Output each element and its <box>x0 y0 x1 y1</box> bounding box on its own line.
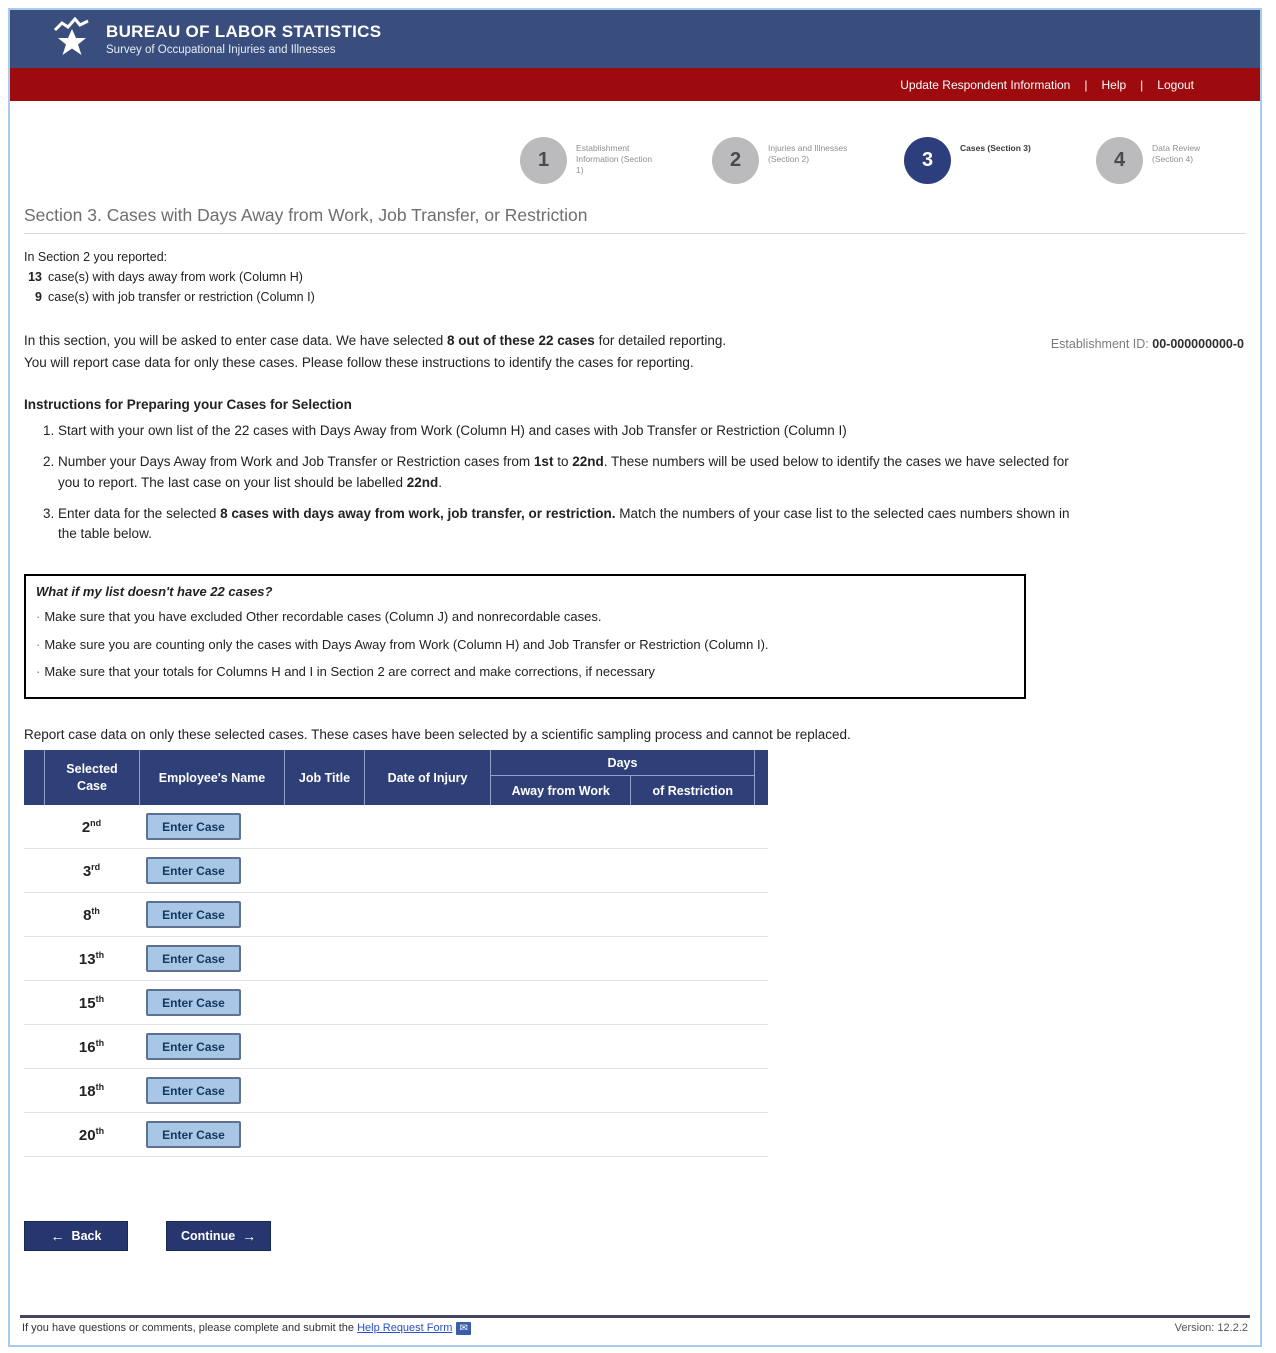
step-4-circle: 4 <box>1096 137 1143 184</box>
selected-case-ordinal: 15th <box>78 993 105 1012</box>
footer-text: If you have questions or comments, please complete and submit the <box>22 1322 358 1334</box>
table-row <box>24 937 768 981</box>
version-label: Version: 12.2.2 <box>1174 1322 1248 1334</box>
enter-case-button[interactable]: Enter Case <box>146 813 241 840</box>
establishment-id <box>1051 337 1244 351</box>
intro-text: for detailed reporting. <box>594 333 727 348</box>
page-container <box>8 8 1262 1347</box>
instruction-3-bold: 8 cases with days away from work, job transfer, or restriction. <box>220 505 616 521</box>
continue-button[interactable] <box>166 1221 271 1251</box>
step-data-review[interactable] <box>1096 137 1246 199</box>
footer-help-text <box>22 1322 471 1335</box>
page-title: Section 3. Cases with Days Away from Work, Job Transfer, or Restriction <box>24 205 1246 234</box>
instructions-heading: Instructions for Preparing your Cases for Selection <box>24 397 352 413</box>
selected-case-ordinal: 18th <box>78 1081 105 1100</box>
selected-case-ordinal: 16th <box>78 1037 105 1056</box>
step-cases-current[interactable] <box>904 137 1054 199</box>
back-arrow-icon: ← <box>50 1228 65 1244</box>
header-spacer-right <box>754 750 768 805</box>
step-1-label: Establishment Information (Section 1) <box>576 143 653 176</box>
brand-text <box>106 22 381 56</box>
step-injuries-illnesses[interactable] <box>712 137 862 199</box>
logout-link[interactable]: Logout <box>1157 77 1194 92</box>
faq-bullet: · Make sure that your totals for Columns H and I in Section 2 are correct and make corrections, if necessary <box>36 663 1012 681</box>
enter-case-button[interactable]: Enter Case <box>146 945 241 972</box>
selected-case-ordinal: 3rd <box>82 861 101 880</box>
nav-divider: | <box>1084 77 1088 92</box>
header-job-title: Job Title <box>284 750 364 805</box>
instruction-2-bold: 22nd <box>406 474 439 490</box>
instruction-item-1 <box>58 421 1088 441</box>
instruction-2-bold: 1st <box>533 454 554 470</box>
reported-count-days-away <box>24 270 1246 284</box>
table-row <box>24 1113 768 1157</box>
enter-case-button[interactable]: Enter Case <box>146 1121 241 1148</box>
enter-case-button[interactable]: Enter Case <box>146 901 241 928</box>
table-row <box>24 893 768 937</box>
step-2-circle: 2 <box>712 137 759 184</box>
top-nav <box>10 68 1260 101</box>
instruction-3-text: Enter data for the selected <box>58 505 221 521</box>
establishment-id-label: Establishment ID: <box>1050 337 1153 351</box>
header-selected-case <box>44 750 139 805</box>
help-link[interactable]: Help <box>1101 77 1127 92</box>
step-4-label: Data Review (Section 4) <box>1152 143 1201 165</box>
faq-bullet: · Make sure that you have excluded Other recordable cases (Column J) and nonrecordable cases. <box>36 608 1012 626</box>
instruction-3-text: Match the numbers of your case list to the selected caes numbers shown in the table below. <box>58 505 1070 542</box>
instruction-2-text: . <box>438 474 442 490</box>
back-button[interactable] <box>24 1221 128 1251</box>
selected-case-ordinal: 2nd <box>81 817 102 836</box>
header-days: Days <box>491 750 754 776</box>
step-3-label: Cases (Section 3) <box>960 143 1031 153</box>
reported-count-transfer <box>24 290 1246 304</box>
selected-case-ordinal: 20th <box>78 1125 105 1144</box>
instruction-item-2 <box>58 452 1088 493</box>
establishment-id-value: 00-000000000-0 <box>1152 337 1244 351</box>
step-1-circle: 1 <box>520 137 567 184</box>
enter-case-button[interactable]: Enter Case <box>146 1033 241 1060</box>
cases-table <box>24 750 768 1157</box>
selected-case-ordinal: 8th <box>83 905 100 924</box>
help-request-form-link[interactable]: Help Request Form <box>357 1322 453 1334</box>
faq-bullet-list <box>36 608 1012 681</box>
table-row <box>24 1069 768 1113</box>
count-transfer-text: case(s) with job transfer or restriction (Column I) <box>48 290 315 304</box>
main-content <box>10 205 1260 1251</box>
intro-text: In this section, you will be asked to enter case data. We have selected <box>24 333 447 348</box>
step-3-circle: 3 <box>904 137 951 184</box>
count-transfer: 9 <box>35 290 42 304</box>
instruction-item-3 <box>58 504 1088 545</box>
intro-bold: 8 out of these 22 cases <box>447 333 595 348</box>
instruction-2-text: to <box>553 454 573 470</box>
instruction-2-text: . These numbers will be used below to identify the cases we have selected for you to report. The last case on your list should be labelled <box>58 454 1069 490</box>
table-caption: Report case data on only these selected cases. These cases have been selected by a scientific sampling process and cannot be replaced. <box>24 727 851 742</box>
continue-arrow-icon: → <box>242 1228 257 1244</box>
intro-text-line2: You will report case data for only these cases. Please follow these instructions to identify the cases for reporting. <box>24 354 694 370</box>
faq-bullet: · Make sure you are counting only the cases with Days Away from Work (Column H) and Job Transfer or Restriction (Column I). <box>36 636 1012 654</box>
reported-intro: In Section 2 you reported: <box>24 250 168 264</box>
enter-case-button[interactable]: Enter Case <box>146 989 241 1016</box>
selected-case-ordinal: 13th <box>78 949 105 968</box>
enter-case-button[interactable]: Enter Case <box>146 1077 241 1104</box>
enter-case-button[interactable]: Enter Case <box>146 857 241 884</box>
nav-divider: | <box>1140 77 1144 92</box>
table-row <box>24 1025 768 1069</box>
faq-question: What if my list doesn't have 22 cases? <box>36 584 273 600</box>
count-days-away: 13 <box>28 270 42 284</box>
instruction-1-text: Start with your own list of the 22 cases with Days Away from Work (Column H) and cases with Job Transfer or Restriction (Column I) <box>58 423 847 439</box>
faq-box <box>24 574 1026 699</box>
table-row <box>24 981 768 1025</box>
app-subtitle: Survey of Occupational Injuries and Illnesses <box>106 43 336 56</box>
continue-button-label: Continue <box>181 1229 236 1243</box>
header-selected-case-label: Selected Case <box>66 762 118 793</box>
mail-icon: ✉ <box>456 1322 470 1335</box>
brand-header <box>10 10 1260 68</box>
back-button-label: Back <box>71 1229 102 1243</box>
header-days-restriction: of Restriction <box>630 776 754 805</box>
header-days-group <box>490 750 754 805</box>
section-intro <box>24 330 1194 373</box>
cases-table-header <box>24 750 768 805</box>
header-employees-name: Employee's Name <box>139 750 284 805</box>
header-days-away: Away from Work <box>511 783 610 798</box>
progress-stepper <box>10 137 1246 199</box>
instructions-block <box>24 397 1246 544</box>
step-establishment-information[interactable] <box>520 137 670 199</box>
bls-star-logo <box>52 17 92 61</box>
update-respondent-link[interactable]: Update Respondent Information <box>900 77 1071 92</box>
instruction-2-bold: 22nd <box>572 454 604 470</box>
page-footer <box>20 1315 1250 1335</box>
header-spacer-left <box>24 750 44 805</box>
form-actions <box>24 1221 1246 1251</box>
app-title: BUREAU OF LABOR STATISTICS <box>106 22 382 42</box>
step-2-label: Injuries and Illnesses (Section 2) <box>768 143 848 165</box>
instruction-2-text: Number your Days Away from Work and Job Transfer or Restriction cases from <box>58 454 534 470</box>
count-days-away-text: case(s) with days away from work (Column H) <box>48 270 303 284</box>
table-row <box>24 849 768 893</box>
header-date-of-injury: Date of Injury <box>364 750 490 805</box>
table-row <box>24 805 768 849</box>
instructions-list <box>24 421 1246 544</box>
